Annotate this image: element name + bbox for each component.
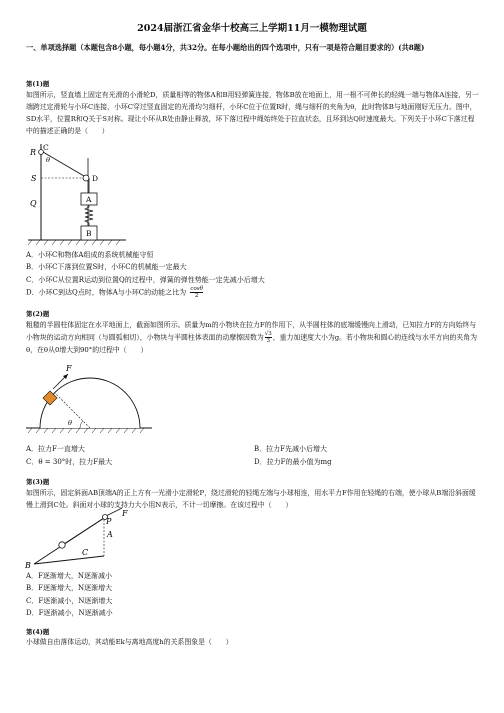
label-r: R [30, 148, 37, 157]
label-q: Q [30, 199, 37, 208]
label-p: P [106, 517, 112, 526]
option-a[interactable]: A．小环C和物体A组成的系统机械能守恒 [26, 251, 154, 259]
section-heading [26, 42, 478, 54]
question-2-stem-part2: ，重力加速度大小为g。若小物块和圆心的连线与水平方向的夹角为θ，在θ从0增大到90°的过程中（ ） [26, 333, 477, 354]
option-d-fraction [190, 286, 203, 299]
question-2-stem-part1: 粗糙的半圆柱体固定在水平地面上，截面如图所示。质量为m的小物块在拉力F的作用下，从半圆柱体的底端缓慢向上滑动，已知拉力F的方向始终与小物块的运动方向相同（与圆弧相切），小物块与半圆柱体表面的动摩擦因数为 [26, 321, 477, 342]
ground-hatching [28, 428, 144, 433]
question-3-number: 第(3)题 [26, 478, 50, 486]
section-heading-text: 一、单项选择题（本题包含8小题，每小题4分，共32分。在每小题给出的四个选项中，只有一项是符合题目要求的） [26, 43, 399, 52]
half-cylinder [40, 378, 140, 428]
question-3-stem: 如图所示，固定斜面AB顶端A的正上方有一光滑小定滑轮P，绕过滑轮的轻绳左端与小球相连，用水平力F作用在轻绳的右端，使小球从B端沿斜面缓慢上滑到C处。斜面对小球的支持力大小用N表示，不计一切摩擦。在该过程中（ ） [26, 489, 476, 509]
section-count: (共8题) [398, 43, 425, 52]
question-2-figure [24, 362, 154, 442]
mu-numerator: √3 [264, 331, 272, 337]
question-3-figure [24, 506, 144, 572]
label-theta: θ [68, 419, 72, 427]
question-4-stem: 小球做自由落体运动，其动能Ek与离地高度h的关系图象是（ ） [26, 638, 233, 646]
label-f: F [122, 509, 128, 518]
mu-denominator: 3 [266, 338, 270, 344]
label-c: C [82, 548, 89, 557]
fraction-numerator: cosθ [190, 286, 203, 293]
question-3-options [26, 570, 113, 620]
fraction-denominator: 2 [194, 293, 199, 300]
label-b: B [25, 561, 31, 570]
ground-hatching [28, 240, 120, 245]
rope-p-to-ball [64, 518, 104, 544]
label-c: C [43, 143, 49, 152]
page-title: 2024届浙江省金华十校高三上学期11月一模物理试题 [137, 23, 367, 34]
option-b[interactable]: B．F逐渐增大，N逐渐增大 [26, 584, 113, 593]
label-theta: θ [46, 156, 50, 164]
label-f: F [66, 364, 72, 373]
question-2-stem [26, 319, 480, 356]
label-a: A [107, 530, 113, 539]
label-d: D [92, 174, 99, 183]
option-d[interactable] [26, 286, 265, 298]
ball [59, 542, 65, 548]
mu-fraction [265, 331, 272, 344]
question-1-number: 第(1)题 [26, 80, 50, 88]
question-1-options [26, 249, 265, 299]
label-b: B [86, 229, 92, 238]
option-a[interactable]: A．F逐渐增大，N逐渐减小 [26, 572, 113, 580]
question-2-option-d[interactable]: D．拉力F的最小值为mg [254, 458, 332, 466]
question-1-figure [26, 140, 136, 246]
question-2-option-a[interactable]: A．拉力F一直增大 [26, 445, 85, 453]
rope-to-f [106, 508, 122, 516]
option-c[interactable]: C．F逐渐减小，N逐渐增大 [26, 596, 113, 605]
question-1-stem: 如图所示，竖直墙上固定有光滑的小滑轮D，质量相等的物体A和B用轻弹簧连接，物体B放在地面上，用一根不可伸长的轻绳一端与物体A连接，另一端跨过定滑轮与小环C连接，小环C穿过竖直固定的光滑均匀细杆，小环C位于位置R时，绳与细杆的夹角为θ，此时物体B与地面刚好无压力。图中，SD水平，位置R和Q关于S对称。现让小环从R处由静止释放，环下落过程中绳始终处于拉直状态，且环到达Q时速度最大。下列关于小环C下落过程中的描述正确的是（ ） [26, 91, 479, 135]
label-a: A [86, 195, 92, 204]
label-s: S [31, 174, 37, 183]
option-c[interactable]: C．小环C从位置R运动到位置Q的过程中，弹簧的弹性势能一定先减小后增大 [26, 275, 265, 284]
spring [85, 205, 93, 226]
question-2-number: 第(2)题 [26, 310, 50, 318]
pulley-d [83, 175, 89, 181]
option-b[interactable]: B．小环C下落到位置S时，小环C的机械能一定最大 [26, 263, 187, 272]
question-2-option-b[interactable]: B．拉力F先减小后增大 [254, 445, 328, 453]
option-d-text: D．小环C到达Q点时，物体A与小环C的动能之比为 [26, 288, 187, 297]
option-d[interactable]: D．F逐渐减小，N逐渐减小 [26, 609, 113, 618]
question-2-option-c[interactable]: C．θ = 30°时，拉力F最大 [26, 458, 113, 466]
question-4-number: 第(4)题 [26, 628, 50, 636]
